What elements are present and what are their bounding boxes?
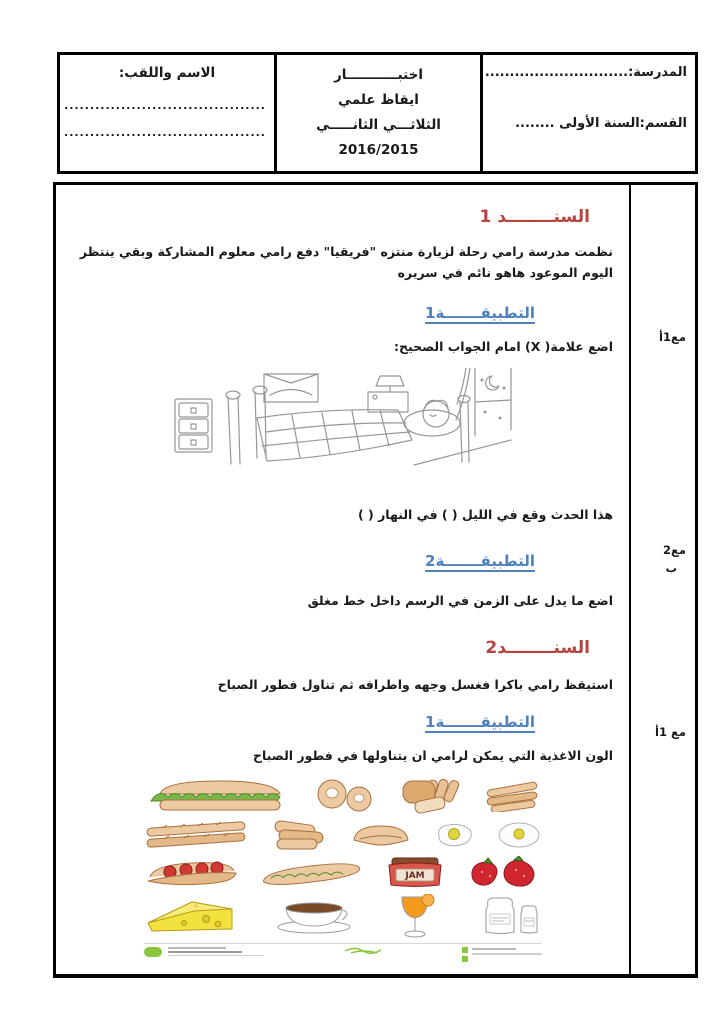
scoring-margin-column (629, 185, 695, 974)
name-blank-line-1: ....................................... (64, 99, 266, 112)
watermark-badge-icon (462, 947, 468, 953)
strawberries-icon (466, 856, 541, 888)
application-1-title: التطبيقـــــــة1 (425, 303, 535, 322)
exam-year: 2016/2015 (338, 141, 419, 158)
section-2-title: السنــــــــد2 (485, 638, 590, 659)
boiled-egg-half-icon (496, 821, 542, 849)
breadsticks-icon (483, 780, 541, 812)
criteria-note-2: مع2 (663, 543, 686, 557)
name-label: الاسم واللقب: (118, 65, 216, 81)
watermark-badges (462, 947, 542, 962)
watermark-squiggle-icon (270, 946, 456, 956)
application-2-instruction: اضع ما يدل على الزمن في الرسم داخل خط مغلق (307, 593, 613, 608)
pillow (404, 410, 460, 436)
section-1-text: نظمت مدرسة رامي رحلة لزيارة منتزه "فريقيا" دفع رامي معلوم المشاركة وبقي ينتظر اليوم الموعود هاهو نائم في سريره (79, 244, 613, 281)
main-content-box (53, 182, 698, 978)
breakfast-foods-illustration (144, 777, 542, 959)
food-row-4 (144, 894, 542, 938)
milk-bottles-icon (476, 896, 542, 936)
criteria-note-1: مع1أ (659, 330, 686, 344)
header-cell-exam (274, 55, 483, 171)
section-1-title: السنــــــــد 1 (479, 207, 590, 227)
header-cell-school (483, 55, 695, 171)
school-field: المدرسة:............................. (484, 65, 687, 80)
sandwich-icon (144, 779, 294, 813)
baguettes-icon (144, 821, 249, 849)
class-field: القسم:السنة الأولى ........ (515, 116, 687, 131)
night-or-day-question: هذا الحدث وقع في الليل ( ) في النهار ( ) (357, 506, 613, 522)
watermark-text-lines (168, 947, 264, 956)
watermark-right-text-lines (472, 948, 542, 962)
watermark-logo-icon (144, 947, 162, 957)
moon-icon (486, 376, 499, 390)
sleeping-child-illustration (170, 368, 515, 490)
criteria-note-3: مع 1أ (655, 725, 686, 739)
exam-trimester: الثلاثـــي الثانـــــي (316, 116, 441, 133)
application-1-instruction: اضع علامة( X) امام الجواب الصحيح: (393, 338, 613, 354)
application-3-instruction: الون الاغذية التي يمكن لرامي ان يتناولها في فطور الصباح (252, 747, 613, 763)
bread-bun-icon (350, 822, 412, 848)
name-blank-line-2: ....................................... (64, 126, 266, 140)
bagels-icon (306, 778, 386, 814)
header-table (57, 52, 698, 174)
exam-body (56, 185, 629, 974)
lamp-icon (376, 376, 404, 386)
stock-watermark-bar (144, 943, 542, 959)
sliced-bread-loaf-icon (399, 777, 471, 815)
food-row-1 (144, 777, 542, 815)
cheese-wedge-icon (144, 897, 236, 935)
tomato-sandwich-icon (144, 855, 239, 889)
orange-juice-glass-icon (396, 894, 438, 938)
criteria-note-2b: ب (665, 561, 677, 575)
exam-title: اختبـــــــــــار (334, 67, 423, 83)
quilt (257, 409, 412, 460)
section-2-text: استيقظ رامي باكرا فغسل وجهه واطرافه ثم تناول فطور الصباح (217, 677, 613, 693)
filled-baguette-icon (259, 857, 364, 887)
application-2-title: التطبيقـــــــة2 (425, 552, 535, 570)
shelf-icon (264, 374, 318, 402)
bread-rolls-icon (269, 820, 329, 850)
dresser-icon (175, 399, 212, 452)
header-cell-name (60, 55, 274, 171)
jam-jar-icon (384, 855, 446, 889)
window-icon (475, 368, 511, 436)
fried-egg-icon (433, 822, 475, 848)
food-row-2 (144, 820, 542, 850)
bed-scene-drawing (170, 368, 515, 486)
application-3-title: التطبيقـــــــة1 (425, 712, 535, 731)
jam-label: JAM (405, 870, 425, 881)
coffee-cup-icon (274, 898, 358, 934)
watermark-badge-icon-2 (462, 956, 468, 962)
food-row-3 (144, 855, 542, 889)
closed-eye (430, 415, 436, 416)
exam-subject: ايقاظ علمي (338, 91, 419, 108)
